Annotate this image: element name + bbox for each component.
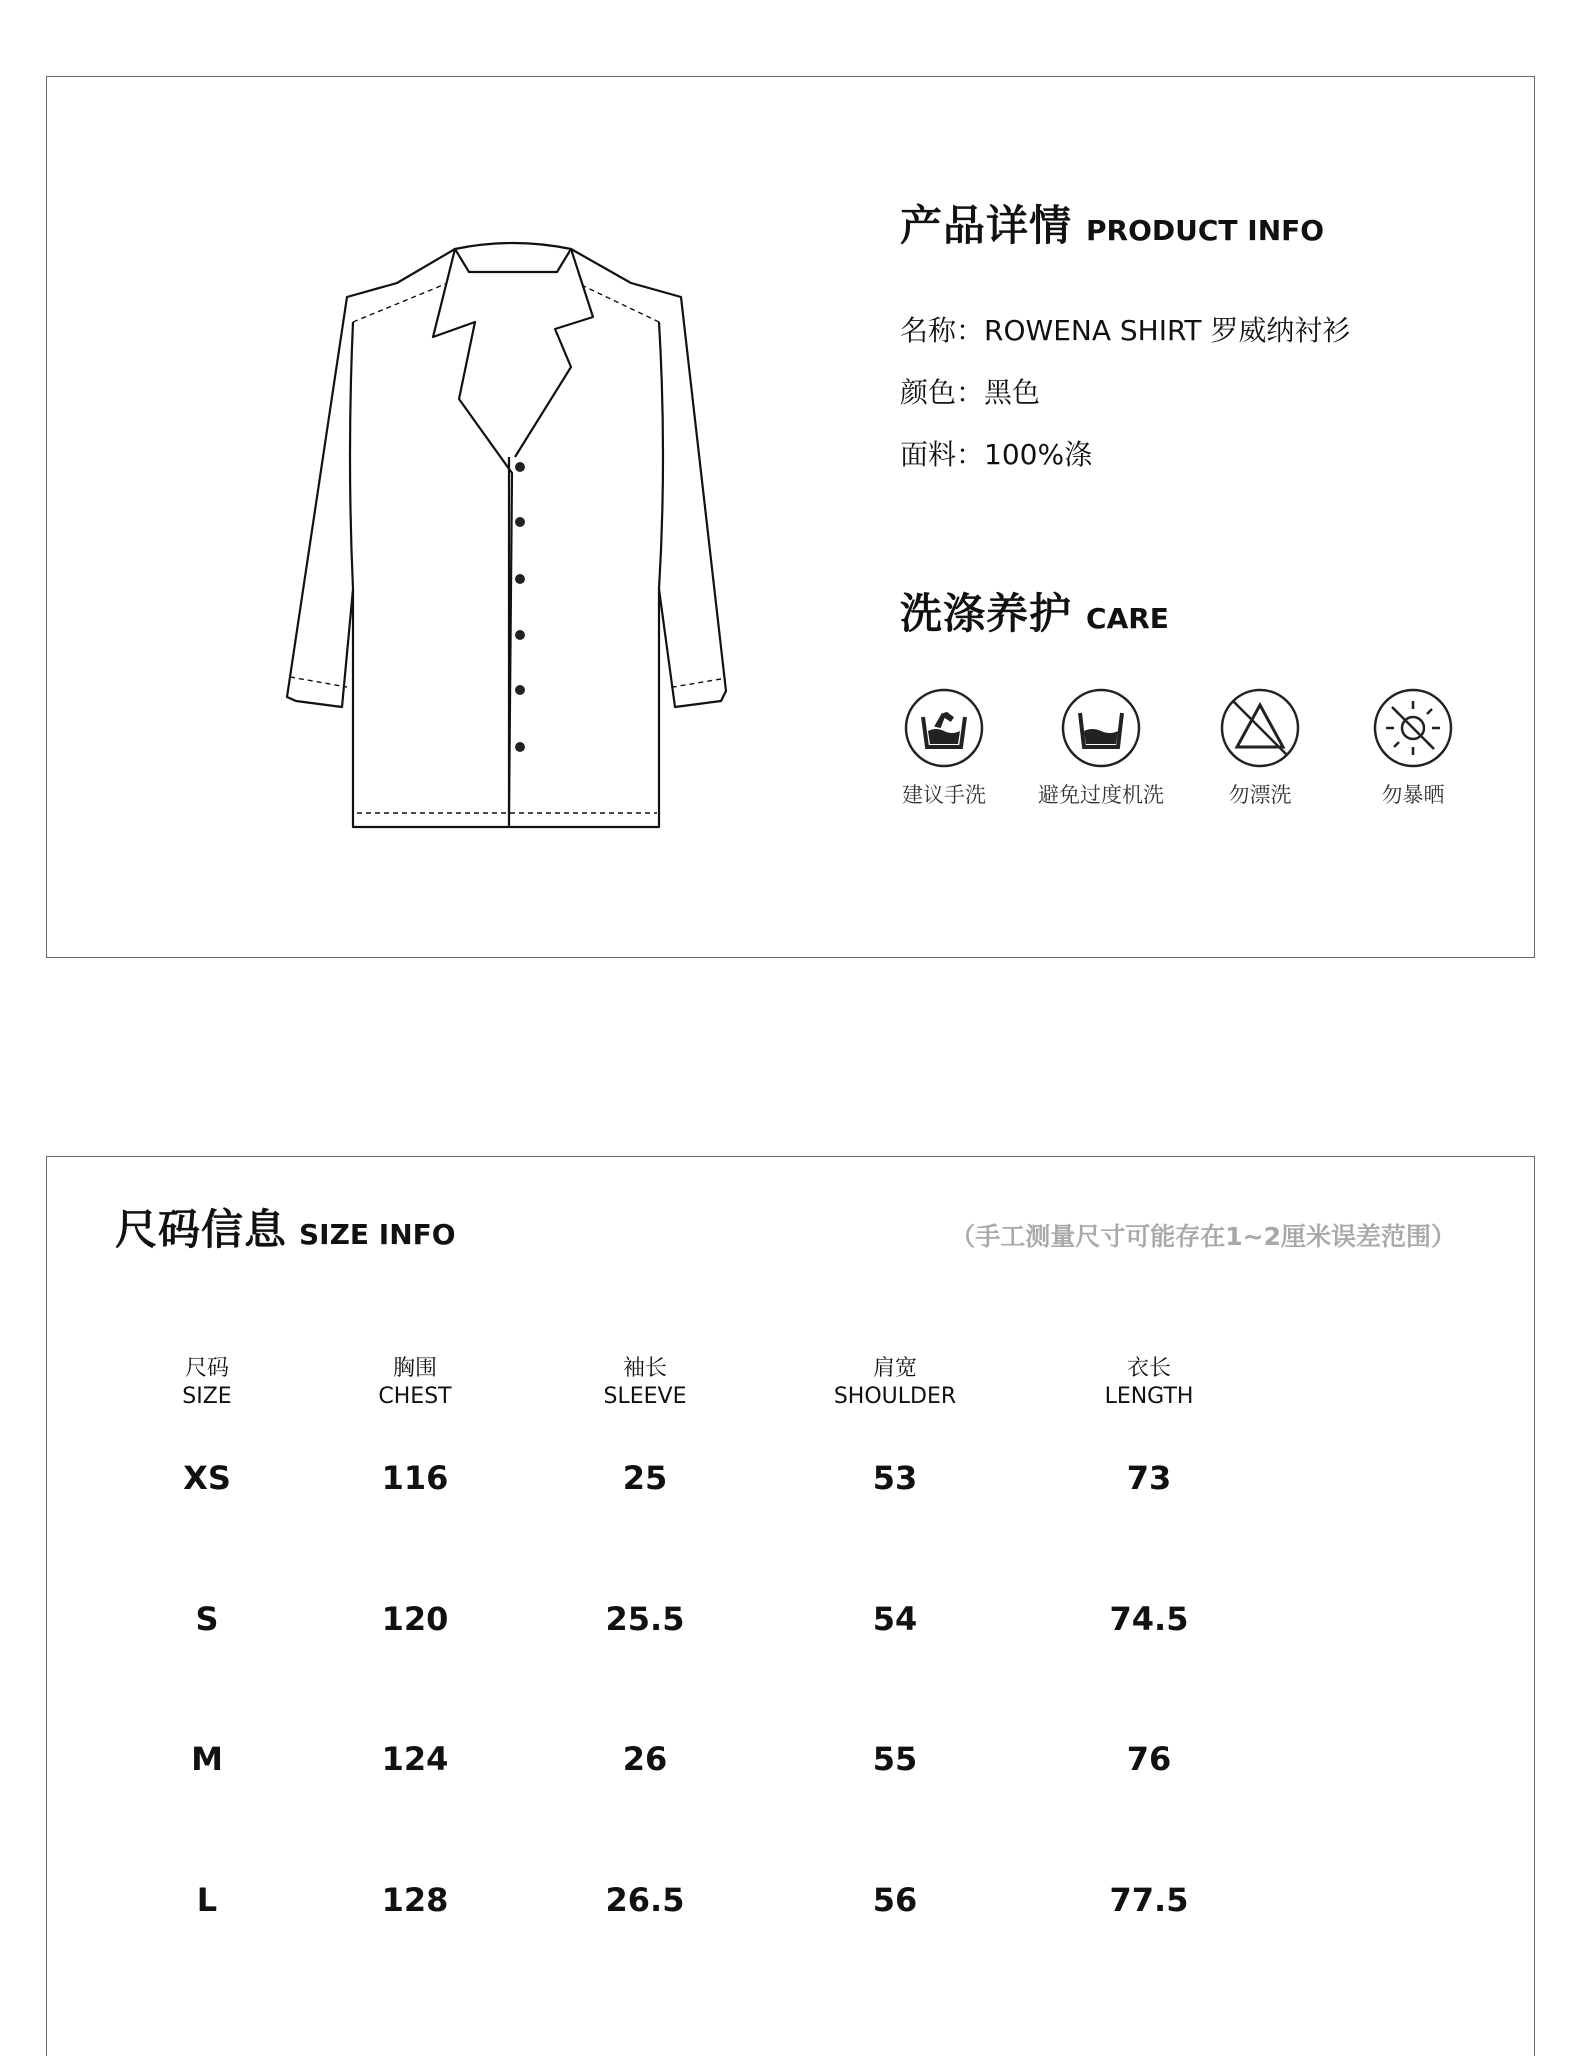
table-cell: 54 (872, 1600, 918, 1638)
table-cell: 120 (381, 1600, 449, 1638)
column-header-en: LENGTH (1104, 1384, 1194, 1409)
table-cell: 26.5 (605, 1881, 685, 1919)
column-header-sleeve (545, 1355, 745, 1411)
care-item-machine-wash (1011, 687, 1191, 809)
product-color-line (900, 371, 1040, 411)
product-fabric-line (900, 433, 1092, 473)
product-info-panel (46, 76, 1535, 958)
care-label-no-sun: 勿暴晒 (1381, 783, 1445, 807)
table-cell: 76 (1126, 1740, 1172, 1778)
table-cell: 56 (872, 1881, 918, 1919)
machine-wash-icon (1060, 687, 1142, 769)
no-bleach-icon (1219, 687, 1301, 769)
column-header-cn: 尺码 (184, 1356, 229, 1381)
table-cell: 25.5 (605, 1600, 685, 1638)
column-header-en: SIZE (182, 1384, 232, 1409)
size-info-title-en: SIZE INFO (299, 1218, 456, 1251)
table-cell: 73 (1126, 1459, 1172, 1497)
table-cell: M (191, 1740, 223, 1778)
product-info-title-en: PRODUCT INFO (1086, 214, 1325, 247)
no-sun-icon (1372, 687, 1454, 769)
column-header-en: CHEST (378, 1384, 452, 1409)
product-fabric-label: 面料： (900, 438, 985, 471)
table-cell: 53 (872, 1459, 918, 1497)
table-cell: 77.5 (1109, 1881, 1189, 1919)
size-info-panel (46, 1156, 1535, 2056)
care-label-hand-wash: 建议手洗 (902, 783, 986, 807)
care-item-no-sun (1323, 687, 1503, 809)
table-cell: S (195, 1600, 219, 1638)
product-info-title-cn: 产品详情 (900, 201, 1073, 250)
table-cell: 74.5 (1109, 1600, 1189, 1638)
product-color-value: 黑色 (984, 376, 1041, 409)
table-cell: 128 (381, 1881, 449, 1919)
size-info-title (115, 1197, 456, 1257)
table-cell: L (196, 1881, 218, 1919)
column-header-cn: 袖长 (622, 1356, 667, 1381)
table-cell: 124 (381, 1740, 449, 1778)
care-title (900, 581, 1169, 641)
shirt-illustration (227, 217, 747, 867)
hand-wash-icon (903, 687, 985, 769)
size-measurement-note: （手工测量尺寸可能存在1~2厘米误差范围） (950, 1222, 1456, 1251)
product-name-value: ROWENA SHIRT 罗威纳衬衫 (984, 314, 1351, 347)
care-label-no-bleach: 勿漂洗 (1228, 783, 1292, 807)
product-color-label: 颜色： (900, 376, 985, 409)
column-header-en: SHOULDER (833, 1384, 957, 1409)
care-title-en: CARE (1086, 602, 1169, 635)
column-header-shoulder (795, 1355, 995, 1411)
care-label-machine-wash: 避免过度机洗 (1038, 783, 1164, 807)
column-header-chest (315, 1355, 515, 1411)
column-header-cn: 胸围 (392, 1356, 437, 1381)
column-header-size (107, 1355, 307, 1411)
table-cell: 26 (622, 1740, 668, 1778)
table-cell: 55 (872, 1740, 918, 1778)
table-cell: 25 (622, 1459, 668, 1497)
product-fabric-value: 100%涤 (984, 438, 1093, 471)
column-header-cn: 肩宽 (872, 1356, 917, 1381)
column-header-cn: 衣长 (1126, 1356, 1171, 1381)
table-cell: XS (183, 1459, 231, 1497)
table-cell: 116 (381, 1459, 449, 1497)
column-header-en: SLEEVE (603, 1384, 687, 1409)
product-info-title (900, 193, 1324, 253)
column-header-length (1049, 1355, 1249, 1411)
size-info-title-cn: 尺码信息 (115, 1205, 288, 1254)
product-name-line (900, 309, 1350, 349)
care-title-cn: 洗涤养护 (900, 589, 1073, 638)
care-item-hand-wash (854, 687, 1034, 809)
product-name-label: 名称： (900, 314, 985, 347)
